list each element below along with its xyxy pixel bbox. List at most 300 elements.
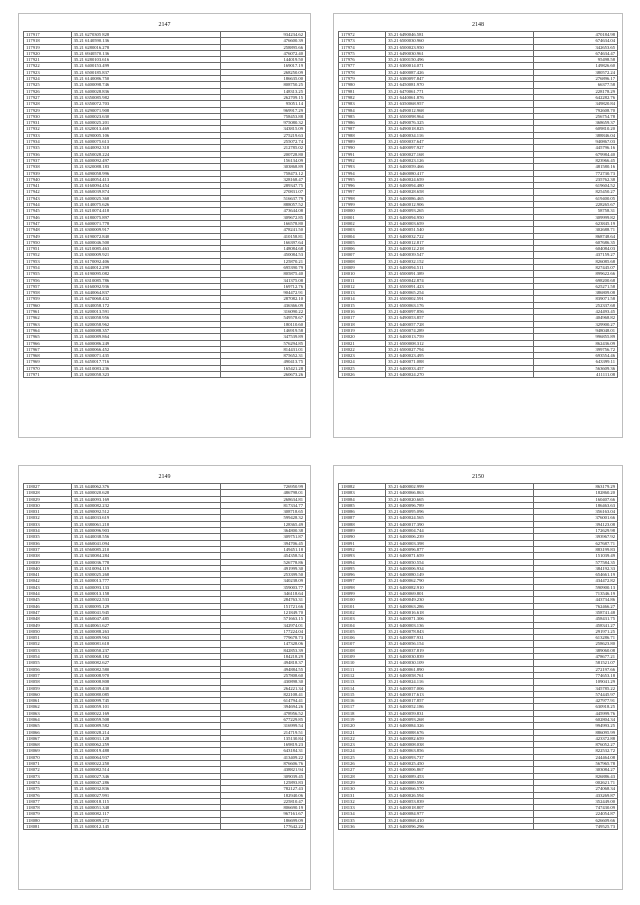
row-id-cell: 118078 <box>24 805 72 811</box>
station-value-cell: 35.21 6400082.627 <box>71 660 220 666</box>
station-value-cell: 35.21 6400058.761 <box>386 672 534 678</box>
station-value-cell: 35.21 6400032.722 <box>386 233 534 239</box>
measure-value-cell: 177224.04 <box>220 628 305 634</box>
measure-value-cell: 470184.98 <box>533 32 617 38</box>
measure-value-cell: 424493.45 <box>533 309 617 315</box>
row-id-cell: 117995 <box>339 176 386 182</box>
station-value-cell: 35.21 6400023.630 <box>71 113 220 119</box>
measure-value-cell: 478956.52 <box>220 710 305 716</box>
row-id-cell: 117965 <box>24 334 72 340</box>
row-id-cell: 117991 <box>339 151 386 157</box>
station-value-cell: 35.21 6460012.906 <box>386 202 534 208</box>
station-value-cell: 35.21 6300150.496 <box>386 57 534 63</box>
row-id-cell: 117997 <box>339 189 386 195</box>
measure-value-cell: 607686.35 <box>533 239 617 245</box>
station-value-cell: 35.21 6400084.326 <box>386 723 534 729</box>
row-id-cell: 118053 <box>24 647 72 653</box>
station-value-cell: 35.21 6400093.133 <box>71 584 220 590</box>
station-value-cell: 35.21 6400098.746 <box>71 82 220 88</box>
measure-value-cell: 253399.50 <box>220 572 305 578</box>
station-value-cell: 35.21 6310085.786 <box>71 277 220 283</box>
station-value-cell: 35.21 6400097.856 <box>386 309 534 315</box>
row-id-cell: 118048 <box>24 616 72 622</box>
station-value-cell: 35.21 6400096.789 <box>386 502 534 508</box>
station-value-cell: 35.21 6400030.839 <box>386 654 534 660</box>
measure-value-cell: 128365.49 <box>220 521 305 527</box>
measure-value-cell: 244464.08 <box>533 754 617 760</box>
row-id-cell: 117970 <box>24 365 72 371</box>
row-id-cell: 117989 <box>339 139 386 145</box>
row-id-cell: 117972 <box>339 32 386 38</box>
measure-value-cell: 394694.26 <box>220 704 305 710</box>
measure-value-cell: 454358.54 <box>220 553 305 559</box>
row-id-cell: 117939 <box>24 170 72 176</box>
row-id-cell: 118130 <box>339 786 386 792</box>
measure-value-cell: 630918.25 <box>533 704 617 710</box>
row-id-cell: 117979 <box>339 76 386 82</box>
row-id-cell: 118075 <box>24 786 72 792</box>
row-id-cell: 117980 <box>339 82 386 88</box>
row-id-cell: 118037 <box>24 546 72 552</box>
row-id-cell: 118071 <box>24 761 72 767</box>
measure-value-cell: 443734.86 <box>533 597 617 603</box>
measure-value-cell: 827445.07 <box>533 264 617 270</box>
measure-value-cell: 151039.49 <box>533 553 617 559</box>
measure-value-cell: 747430.09 <box>533 805 617 811</box>
station-value-cell: 35.21 6400082.117 <box>71 811 220 817</box>
row-id-cell: 117940 <box>24 176 72 182</box>
station-value-cell: 35.21 6490092.512 <box>71 509 220 515</box>
station-value-cell: 35.21 6400094.950 <box>386 214 534 220</box>
station-value-cell: 35.21 6400066.452 <box>71 346 220 352</box>
row-id-cell: 117966 <box>24 340 72 346</box>
measure-value-cell: 643184.31 <box>220 748 305 754</box>
station-value-cell: 35.21 6400096.296 <box>386 824 534 830</box>
row-id-cell: 118113 <box>339 679 386 685</box>
station-value-cell: 35.21 6400012.145 <box>71 824 220 830</box>
measure-value-cell: 975080.32 <box>220 120 305 126</box>
station-value-cell: 35.21 6400022.533 <box>71 597 220 603</box>
station-value-cell: 35.21 6490058.996 <box>71 170 220 176</box>
row-id-cell: 118003 <box>339 227 386 233</box>
row-id-cell: 118045 <box>24 597 72 603</box>
page-number: 2149 <box>158 474 171 480</box>
station-value-cell: 35.21 6400017.390 <box>386 521 534 527</box>
row-id-cell: 118085 <box>339 502 386 508</box>
row-id-cell: 118125 <box>339 754 386 760</box>
station-value-cell: 35.21 6400025.201 <box>71 120 220 126</box>
row-id-cell: 117964 <box>24 327 72 333</box>
measure-value-cell: 148313.25 <box>220 88 305 94</box>
row-id-cell: 118109 <box>339 654 386 660</box>
row-id-cell: 118066 <box>24 729 72 735</box>
station-value-cell: 35.21 6350068.957 <box>386 101 534 107</box>
row-id-cell: 118097 <box>339 578 386 584</box>
measure-value-cell: 450084.53 <box>220 252 305 258</box>
measure-value-cell: 823966.45 <box>533 157 617 163</box>
station-value-cell: 35.21 6400059.101 <box>71 704 220 710</box>
row-id-cell: 118026 <box>339 372 386 378</box>
station-value-cell: 35.21 6400059.508 <box>71 716 220 722</box>
station-value-cell: 35.21 6400039.547 <box>386 252 534 258</box>
row-id-cell: 118060 <box>24 691 72 697</box>
station-value-cell: 35.21 6440033.619 <box>71 515 220 521</box>
measure-value-cell: 144019.50 <box>220 57 305 63</box>
measure-value-cell: 212785.02 <box>220 145 305 151</box>
measure-value-cell: 156134.09 <box>220 157 305 163</box>
measure-value-cell: 886095.99 <box>533 729 617 735</box>
measure-value-cell: 779678.73 <box>220 635 305 641</box>
row-id-cell: 118022 <box>339 346 386 352</box>
station-value-cell: 35.21 6400018.115 <box>71 798 220 804</box>
station-value-cell: 35.21 6280016.278 <box>71 44 220 50</box>
station-value-cell: 35.21 6320013.469 <box>71 126 220 132</box>
measure-value-cell: 255072.74 <box>220 139 305 145</box>
row-id-cell: 117960 <box>24 302 72 308</box>
row-id-cell: 117945 <box>24 208 72 214</box>
measure-value-cell: 826085.68 <box>533 258 617 264</box>
station-value-cell: 35.21 6440061.876 <box>386 94 534 100</box>
station-value-cell: 35.21 6400082.514 <box>71 767 220 773</box>
measure-value-cell: 642282.76 <box>533 94 617 100</box>
row-id-cell: 118082 <box>339 484 386 490</box>
measure-value-cell: 825450.27 <box>533 189 617 195</box>
row-id-cell: 118055 <box>24 660 72 666</box>
station-value-cell: 35.21 6400094.511 <box>386 264 534 270</box>
measure-value-cell: 494884.55 <box>220 666 305 672</box>
measure-value-cell: 567965.78 <box>533 761 617 767</box>
measure-value-cell: 693554.46 <box>533 353 617 359</box>
measure-value-cell: 58758.31 <box>533 208 617 214</box>
measure-value-cell: 876052.27 <box>533 742 617 748</box>
station-value-cell: 35.21 6400012.817 <box>386 239 534 245</box>
measure-value-cell: 842853.39 <box>220 647 305 653</box>
station-value-cell: 35.21 6400024.565 <box>386 515 534 521</box>
row-id-cell: 118030 <box>24 502 72 508</box>
station-value-cell: 35.21 6400069.801 <box>386 591 534 597</box>
row-id-cell: 117917 <box>24 32 72 38</box>
measure-value-cell: 341375.08 <box>220 277 305 283</box>
measure-value-cell: 996855.89 <box>533 334 617 340</box>
station-value-cell: 35.21 6400031.128 <box>71 735 220 741</box>
station-value-cell: 35.21 6450081.970 <box>386 82 534 88</box>
row-id-cell: 118081 <box>24 824 72 830</box>
measure-value-cell: 316999.54 <box>220 723 305 729</box>
measure-value-cell: 863179.29 <box>533 484 617 490</box>
row-id-cell: 117949 <box>24 233 72 239</box>
measure-value-cell: 868748.64 <box>533 233 617 239</box>
station-value-cell: 35.21 6440092.318 <box>71 145 220 151</box>
station-value-cell: 35.21 6500074.289 <box>386 327 534 333</box>
measure-value-cell: 342653.65 <box>533 44 617 50</box>
measure-value-cell: 224054.87 <box>533 811 617 817</box>
station-value-cell: 35.21 6400087.931 <box>386 635 534 641</box>
station-value-cell: 35.21 6300027.168 <box>386 151 534 157</box>
measure-value-cell: 389060.08 <box>533 647 617 653</box>
station-value-cell: 35.21 6300071.435 <box>71 353 220 359</box>
measure-value-cell: 758453.88 <box>220 113 305 119</box>
measure-value-cell: 458431.75 <box>533 616 617 622</box>
row-id-cell: 118007 <box>339 252 386 258</box>
station-value-cell: 35.21 6400093.268 <box>386 716 534 722</box>
row-id-cell: 118046 <box>24 603 72 609</box>
station-value-cell: 35.21 6400039.430 <box>71 685 220 691</box>
row-id-cell: 118133 <box>339 805 386 811</box>
station-value-cell: 35.21 6400030.109 <box>386 660 534 666</box>
row-id-cell: 118028 <box>24 490 72 496</box>
row-id-cell: 118107 <box>339 641 386 647</box>
station-value-cell: 35.21 6380061.218 <box>71 521 220 527</box>
station-value-cell: 35.21 6400088.676 <box>386 729 534 735</box>
row-id-cell: 118101 <box>339 603 386 609</box>
station-value-cell: 35.21 6400082.910 <box>386 584 534 590</box>
station-value-cell: 35.21 6470061.771 <box>386 88 534 94</box>
station-value-cell: 35.21 6140075.626 <box>71 202 220 208</box>
row-id-cell: 118129 <box>339 779 386 785</box>
measure-value-cell: 308718.65 <box>220 509 305 515</box>
measure-value-cell: 490413.75 <box>220 359 305 365</box>
station-value-cell: 35.21 6500008.312 <box>386 340 534 346</box>
row-id-cell: 117928 <box>24 101 72 107</box>
station-value-cell: 35.21 6400019.488 <box>71 748 220 754</box>
row-id-cell: 117990 <box>339 145 386 151</box>
row-id-cell: 118051 <box>24 635 72 641</box>
measure-value-cell: 274068.34 <box>533 786 617 792</box>
row-id-cell: 118074 <box>24 779 72 785</box>
row-id-cell: 118029 <box>24 496 72 502</box>
station-value-cell: 35.21 6400096.877 <box>386 546 534 552</box>
station-value-cell: 35.21 6200013.591 <box>71 309 220 315</box>
station-value-cell: 35.21 6400016.618 <box>386 609 534 615</box>
row-id-cell: 118092 <box>339 546 386 552</box>
measure-value-cell: 654661.19 <box>533 572 617 578</box>
measure-value-cell: 590900.13 <box>533 584 617 590</box>
station-value-cell: 35.21 6300014.071 <box>386 63 534 69</box>
station-value-cell: 35.21 6350072.703 <box>71 101 220 107</box>
measure-value-cell: 186463.63 <box>533 502 617 508</box>
row-id-cell: 118121 <box>339 729 386 735</box>
page-number: 2147 <box>158 22 171 28</box>
measure-value-cell: 393967.92 <box>533 534 617 540</box>
measure-value-cell: 934234.62 <box>220 32 305 38</box>
station-value-cell: 35.21 6460024.659 <box>386 176 534 182</box>
row-id-cell: 118134 <box>339 811 386 817</box>
row-id-cell: 118044 <box>24 591 72 597</box>
station-value-cell: 35.21 6400026.594 <box>386 792 534 798</box>
row-id-cell: 118120 <box>339 723 386 729</box>
station-value-cell: 35.21 6400008.970 <box>71 672 220 678</box>
station-value-cell: 35.21 6450028.224 <box>71 151 220 157</box>
station-value-cell: 35.21 6400066.863 <box>386 490 534 496</box>
station-value-cell: 35.21 6400086.465 <box>386 195 534 201</box>
row-id-cell: 118056 <box>24 666 72 672</box>
row-id-cell: 118013 <box>339 290 386 296</box>
station-value-cell: 35.21 6500042.874 <box>386 277 534 283</box>
row-id-cell: 117935 <box>24 145 72 151</box>
row-id-cell: 118047 <box>24 609 72 615</box>
station-value-cell: 35.21 6500091.389 <box>386 271 534 277</box>
measure-value-cell: 967161.67 <box>220 811 305 817</box>
measure-value-cell: 262709.15 <box>220 94 305 100</box>
station-value-cell: 35.21 6400089.582 <box>71 723 220 729</box>
row-id-cell: 117947 <box>24 220 72 226</box>
station-value-cell: 35.21 6440093.169 <box>71 496 220 502</box>
measure-value-cell: 674634.04 <box>533 38 617 44</box>
measure-value-cell: 260673.26 <box>220 372 305 378</box>
row-id-cell: 118103 <box>339 616 386 622</box>
measure-value-cell: 347539.89 <box>220 334 305 340</box>
measure-value-cell: 817334.77 <box>220 502 305 508</box>
station-value-cell: 35.21 6190095.082 <box>71 271 220 277</box>
row-id-cell: 118091 <box>339 540 386 546</box>
row-id-cell: 118087 <box>339 515 386 521</box>
station-value-cell: 35.21 6400027.991 <box>71 792 220 798</box>
measure-value-cell: 257808.60 <box>220 672 305 678</box>
page-2150 <box>333 465 623 890</box>
row-id-cell: 118059 <box>24 685 72 691</box>
measure-value-cell: 782127.43 <box>220 786 305 792</box>
row-id-cell: 118124 <box>339 748 386 754</box>
station-value-cell: 35.21 6400063.286 <box>386 603 534 609</box>
row-id-cell: 118062 <box>24 704 72 710</box>
station-value-cell: 35.21 6560085.210 <box>71 546 220 552</box>
row-id-cell: 117941 <box>24 183 72 189</box>
table-row <box>24 372 306 378</box>
station-value-cell: 35.21 6400071.659 <box>386 553 534 559</box>
measure-value-cell: 109041.29 <box>533 679 617 685</box>
row-id-cell: 117946 <box>24 214 72 220</box>
station-value-cell: 35.21 6350085.982 <box>71 94 220 100</box>
station-value-cell: 35.21 6280103.616 <box>71 57 220 63</box>
station-value-cell: 35.21 6500185.837 <box>71 69 220 75</box>
station-value-cell: 35.21 6400065.254 <box>386 290 534 296</box>
station-value-cell: 35.21 6400089.590 <box>386 779 534 785</box>
row-id-cell: 118104 <box>339 622 386 628</box>
measure-value-cell: 411111.08 <box>533 372 617 378</box>
measure-value-cell: 272197.66 <box>533 666 617 672</box>
station-value-cell: 35.21 6490046.581 <box>386 32 534 38</box>
measure-value-cell: 695390.79 <box>220 264 305 270</box>
measure-value-cell: 258623.80 <box>533 641 617 647</box>
row-id-cell: 117982 <box>339 94 386 100</box>
station-value-cell: 35.21 6940570.136 <box>71 50 220 56</box>
measure-value-cell: 394706.45 <box>220 540 305 546</box>
measure-value-cell: 121849.70 <box>220 609 305 615</box>
row-id-cell: 117975 <box>339 50 386 56</box>
page-content <box>23 19 306 433</box>
measure-value-cell: 309672.85 <box>220 214 305 220</box>
station-value-cell: 35.21 6160092.936 <box>71 283 220 289</box>
row-id-cell: 118000 <box>339 208 386 214</box>
station-value-cell: 35.21 6440061.627 <box>71 622 220 628</box>
row-id-cell: 117944 <box>24 202 72 208</box>
station-value-cell: 35.21 6310094.119 <box>71 565 220 571</box>
row-id-cell: 118126 <box>339 761 386 767</box>
row-id-cell: 117936 <box>24 151 72 157</box>
measure-value-cell: 169017.19 <box>220 63 305 69</box>
measure-value-cell: 002621.71 <box>533 779 617 785</box>
measure-value-cell: 186699.09 <box>220 817 305 823</box>
row-id-cell: 118117 <box>339 704 386 710</box>
measure-value-cell: 805875.40 <box>220 271 305 277</box>
page-content <box>23 471 306 885</box>
measure-value-cell: 376001.66 <box>533 515 617 521</box>
row-id-cell: 118043 <box>24 584 72 590</box>
row-id-cell: 117932 <box>24 126 72 132</box>
measure-value-cell: 146919.58 <box>220 327 305 333</box>
row-id-cell: 118035 <box>24 534 72 540</box>
row-id-cell: 118093 <box>339 553 386 559</box>
measure-value-cell: 613286.71 <box>533 635 617 641</box>
station-value-cell: 35.21 6400078.843 <box>386 628 534 634</box>
row-id-cell: 118040 <box>24 565 72 571</box>
measure-value-cell: 268250.09 <box>220 69 305 75</box>
row-id-cell: 118098 <box>339 584 386 590</box>
measure-value-cell: 839071.58 <box>533 296 617 302</box>
row-id-cell: 117952 <box>24 252 72 258</box>
measure-value-cell: 200728.80 <box>220 151 305 157</box>
row-id-cell: 118095 <box>339 565 386 571</box>
station-value-cell: 35.21 6400089.864 <box>71 334 220 340</box>
station-value-cell: 35.21 6400028.214 <box>71 729 220 735</box>
station-value-cell: 35.21 6400082.580 <box>71 666 220 672</box>
row-id-cell: 118036 <box>24 540 72 546</box>
station-value-cell: 35.21 6470068.432 <box>71 296 220 302</box>
row-id-cell: 118086 <box>339 509 386 515</box>
measure-value-cell: 549578.67 <box>220 315 305 321</box>
page-2147 <box>18 13 311 438</box>
row-id-cell: 117973 <box>339 38 386 44</box>
station-value-cell: 35.21 6400032.836 <box>71 786 220 792</box>
measure-value-cell: 368659.37 <box>533 120 617 126</box>
measure-value-cell: 862436.09 <box>533 340 617 346</box>
measure-value-cell: 458341.27 <box>533 622 617 628</box>
row-id-cell: 117967 <box>24 346 72 352</box>
row-id-cell: 118024 <box>339 359 386 365</box>
row-id-cell: 117934 <box>24 139 72 145</box>
row-id-cell: 117953 <box>24 258 72 264</box>
row-id-cell: 118006 <box>339 246 386 252</box>
measure-value-cell: 814431.01 <box>220 346 305 352</box>
station-value-cell: 35.21 6300062.259 <box>71 742 220 748</box>
row-id-cell: 117998 <box>339 195 386 201</box>
row-id-cell: 118008 <box>339 258 386 264</box>
row-id-cell: 117942 <box>24 189 72 195</box>
station-value-cell: 35.21 6340058.172 <box>71 302 220 308</box>
measure-value-cell: 758473.12 <box>220 170 305 176</box>
measure-value-cell: 329900.27 <box>533 321 617 327</box>
station-value-cell: 35.21 6210085.463 <box>71 246 220 252</box>
station-value-cell: 35.21 6490018.825 <box>386 126 534 132</box>
measure-value-cell: 430898.30 <box>220 679 305 685</box>
measure-value-cell: 476600.39 <box>220 38 305 44</box>
row-id-cell: 118002 <box>339 220 386 226</box>
station-value-cell: 35.21 6490076.325 <box>386 120 534 126</box>
row-id-cell: 118106 <box>339 635 386 641</box>
row-id-cell: 117943 <box>24 195 72 201</box>
measure-value-cell: 875652.31 <box>220 353 305 359</box>
measure-value-cell: 268634.81 <box>220 496 305 502</box>
station-value-cell: 35.21 6400071.306 <box>386 616 534 622</box>
row-id-cell: 117976 <box>339 57 386 63</box>
station-value-cell: 35.21 6400003.659 <box>386 220 534 226</box>
measure-value-cell: 235762.38 <box>533 176 617 182</box>
measure-value-cell: 994993.25 <box>533 723 617 729</box>
station-value-cell: 35.21 6440054.413 <box>71 176 220 182</box>
row-id-cell: 118009 <box>339 264 386 270</box>
row-id-cell: 118076 <box>24 792 72 798</box>
station-value-cell: 35.21 6400020.628 <box>71 490 220 496</box>
